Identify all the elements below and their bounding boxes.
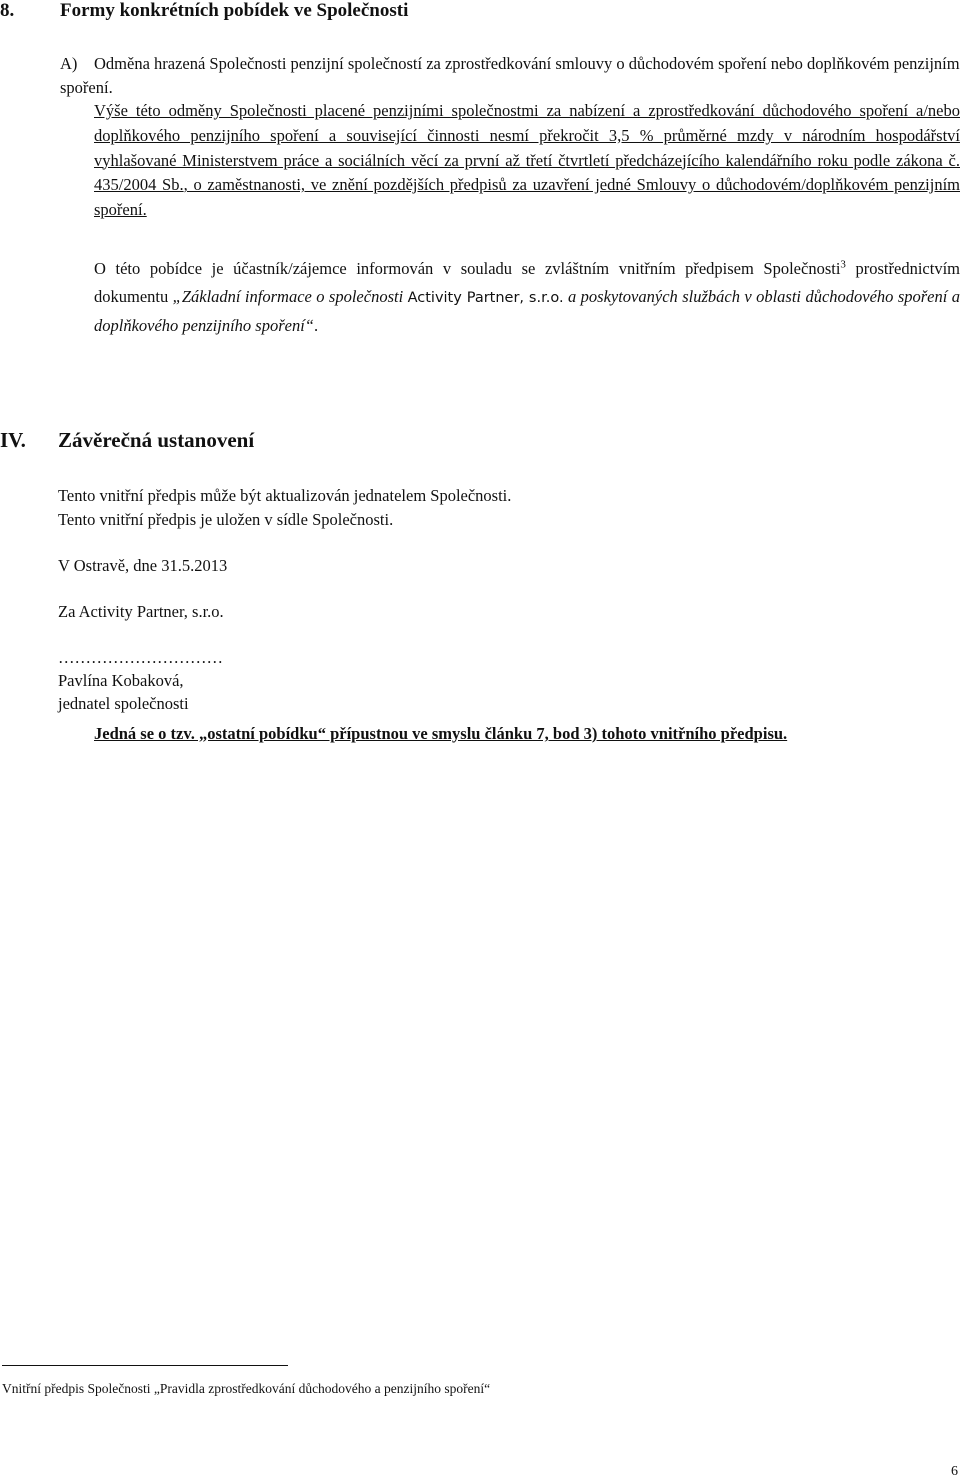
section-title: Formy konkrétních pobídek ve Společnosti — [60, 0, 409, 21]
update-line: Tento vnitřní předpis může být aktualizován jednatelem Společnosti. — [58, 486, 512, 505]
place-date-line: V Ostravě, dne 31.5.2013 — [58, 556, 228, 575]
reward-limit-text-end: , o zaměstnanosti, ve znění pozdějších předpisů za uzavření jedné Smlouvy o důchodovém/doplňkovém penzijním spoření. — [94, 175, 960, 220]
signer-name: Pavlína Kobaková, — [58, 671, 184, 690]
footnote-separator — [2, 1365, 288, 1366]
document-title-part1: „Základní informace o společnosti — [172, 287, 408, 306]
item-a — [60, 52, 960, 100]
item-a-text: Odměna hrazená Společnosti penzijní společností za zprostředkování smlouvy o důchodovém spoření nebo doplňkovém penzijním spoření. — [60, 54, 960, 97]
section-iv-title: Závěrečná ustanovení — [58, 428, 255, 452]
footnote-reference: 3 — [840, 258, 846, 271]
information-paragraph — [94, 255, 960, 340]
signer-role: jednatel společnosti — [58, 694, 189, 713]
footnote: Vnitřní předpis Společnosti „Pravidla zprostředkování důchodového a penzijního spoření“ — [2, 1381, 491, 1396]
section-8-heading — [0, 0, 408, 22]
item-letter: A) — [60, 54, 78, 73]
section-iv-number: IV. — [0, 428, 26, 452]
stored-line: Tento vnitřní předpis je uložen v sídle Společnosti. — [58, 510, 394, 529]
company-name: Activity Partner, s.r.o. — [407, 290, 564, 306]
section-iv-heading — [0, 428, 254, 453]
page-number: 6 — [951, 1464, 958, 1479]
other-incentive-statement: Jedná se o tzv. „ostatní pobídku“ přípustnou ve smyslu článku 7, bod 3) tohoto vnitřního předpisu. — [94, 724, 788, 743]
document-title — [94, 287, 960, 335]
information-end: . — [313, 316, 319, 335]
reward-limit-paragraph — [94, 99, 960, 223]
section-number: 8. — [0, 0, 15, 21]
document-title-part2: a poskytovaných službách v oblasti důchodového spoření a doplňkového penzijního spoření“ — [94, 287, 960, 335]
information-text: O této pobídce je účastník/zájemce informován v souladu se zvláštním vnitřním předpisem Společnosti — [94, 259, 841, 278]
signature-dots: ………………………… — [58, 648, 223, 667]
reward-limit-text: Výše této odměny Společnosti placené penzijními společnostmi za nabízení a zprostředkování důchodového spoření a/nebo doplňkového penzijního spoření a související činnosti nesmí překročit 3,5 % průměrné mzdy v národním hospodářství vyhlašované Ministerstvem práce a sociálních věcí za první až třetí čtvrtletí předcházejícího kalendářního roku podle zákona č. 435/2004 Sb. — [94, 101, 960, 195]
information-text-2: prostřednictvím dokumentu — [94, 259, 960, 306]
for-company-line: Za Activity Partner, s.r.o. — [58, 602, 224, 621]
